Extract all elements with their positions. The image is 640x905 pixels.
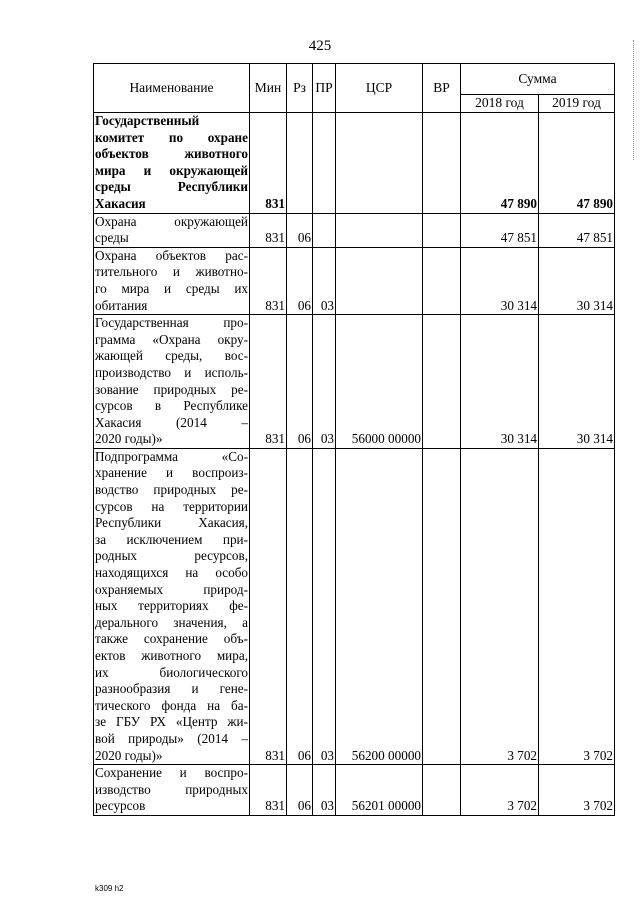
row-csr bbox=[336, 213, 423, 247]
table-row bbox=[94, 247, 615, 314]
page-number: 425 bbox=[308, 38, 332, 54]
row-name bbox=[94, 448, 250, 764]
row-sum-2019: 30 314 bbox=[539, 247, 615, 314]
table-row bbox=[94, 315, 615, 449]
row-min: 831 bbox=[250, 315, 287, 449]
header-sum: Сумма bbox=[461, 64, 615, 95]
row-name-line: сурсов в Республике bbox=[95, 398, 248, 414]
row-name-line: обитания bbox=[95, 297, 148, 313]
row-name-line: Охрана окружающей bbox=[95, 213, 248, 229]
row-name-line: ектов животного мира, bbox=[95, 648, 248, 663]
row-name-line: сурсов на территории bbox=[95, 498, 248, 514]
row-name-line: Охрана объектов рас- bbox=[95, 247, 248, 263]
table-row bbox=[94, 113, 615, 214]
row-name-line: родных ресурсов, bbox=[95, 548, 248, 564]
row-name-line: го мира и среды их bbox=[95, 280, 248, 296]
table-row bbox=[94, 213, 615, 247]
row-sum-2018: 3 702 bbox=[461, 448, 539, 764]
row-pr: 03 bbox=[313, 315, 336, 449]
row-vr bbox=[423, 448, 461, 764]
header-vr: ВР bbox=[423, 64, 461, 113]
header-pr: ПР bbox=[313, 64, 336, 113]
row-csr: 56200 00000 bbox=[336, 448, 423, 764]
row-sum-2019: 47 890 bbox=[539, 113, 615, 214]
table-row bbox=[94, 448, 615, 764]
row-name-line: Сохранение и воспро- bbox=[95, 765, 248, 781]
row-name-line: грамма «Охрана окру- bbox=[95, 331, 248, 347]
row-csr bbox=[336, 247, 423, 314]
row-name bbox=[94, 315, 250, 449]
row-name bbox=[94, 247, 250, 314]
row-csr: 56000 00000 bbox=[336, 315, 423, 449]
row-name-line: 2020 годы)» bbox=[95, 747, 163, 763]
row-pr: 03 bbox=[313, 448, 336, 764]
row-name bbox=[94, 113, 250, 214]
row-min: 831 bbox=[250, 247, 287, 314]
row-name-line: среды bbox=[95, 230, 129, 246]
row-rz bbox=[287, 113, 313, 214]
table-body bbox=[94, 113, 615, 816]
header-year-2018: 2018 год bbox=[461, 95, 539, 113]
row-name-line: Подпрограмма «Со- bbox=[95, 448, 248, 464]
row-rz: 06 bbox=[287, 448, 313, 764]
row-name-line: изводство природных bbox=[95, 781, 248, 797]
row-vr bbox=[423, 213, 461, 247]
row-name-line: Хакасия (2014 – bbox=[95, 414, 248, 430]
row-name-line: объектов животного bbox=[95, 146, 248, 162]
row-name-line: Республики Хакасия, bbox=[95, 515, 248, 531]
header-name: Наименование bbox=[94, 64, 250, 113]
row-name-line: вой природы» (2014 – bbox=[95, 730, 248, 746]
row-name-line: мира и окружающей bbox=[95, 162, 248, 178]
row-name-line: Государственная про- bbox=[95, 315, 248, 331]
row-name-line: за исключением при- bbox=[95, 531, 248, 547]
row-sum-2018: 30 314 bbox=[461, 315, 539, 449]
row-sum-2018: 47 890 bbox=[461, 113, 539, 214]
row-sum-2019: 3 702 bbox=[539, 448, 615, 764]
row-vr bbox=[423, 247, 461, 314]
header-year-2019: 2019 год bbox=[539, 95, 615, 113]
row-vr bbox=[423, 765, 461, 816]
row-name-line: хранение и воспроиз- bbox=[95, 465, 248, 481]
row-pr bbox=[313, 113, 336, 214]
row-name-line: жающей среды, вос- bbox=[95, 348, 248, 364]
row-sum-2019: 47 851 bbox=[539, 213, 615, 247]
row-name-line: также сохранение объ- bbox=[95, 631, 248, 647]
row-rz: 06 bbox=[287, 315, 313, 449]
row-name-line: среды Республики bbox=[95, 179, 248, 195]
row-sum-2018: 3 702 bbox=[461, 765, 539, 816]
row-name-line: зование природных ре- bbox=[95, 381, 248, 397]
footer-code: k309 h2 bbox=[95, 884, 124, 893]
row-name bbox=[94, 213, 250, 247]
row-csr bbox=[336, 113, 423, 214]
row-sum-2019: 30 314 bbox=[539, 315, 615, 449]
margin-scan-mark bbox=[632, 40, 634, 160]
row-pr bbox=[313, 213, 336, 247]
row-name-line: водство природных ре- bbox=[95, 482, 248, 498]
row-sum-2018: 30 314 bbox=[461, 247, 539, 314]
header-csr: ЦСР bbox=[336, 64, 423, 113]
row-min: 831 bbox=[250, 113, 287, 214]
row-name-line: тического фонда на ба- bbox=[95, 697, 248, 713]
row-name-line: 2020 годы)» bbox=[95, 431, 163, 447]
table-row bbox=[94, 765, 615, 816]
row-vr bbox=[423, 315, 461, 449]
row-name-line: их биологического bbox=[95, 664, 248, 680]
row-name-line: производство и исполь- bbox=[95, 364, 248, 380]
row-rz: 06 bbox=[287, 213, 313, 247]
row-name-line: зе ГБУ РХ «Центр жи- bbox=[95, 714, 248, 730]
row-name-line: комитет по охране bbox=[95, 129, 248, 145]
row-sum-2018: 47 851 bbox=[461, 213, 539, 247]
row-rz: 06 bbox=[287, 765, 313, 816]
row-min: 831 bbox=[250, 765, 287, 816]
row-min: 831 bbox=[250, 213, 287, 247]
header-min: Мин bbox=[250, 64, 287, 113]
row-min: 831 bbox=[250, 448, 287, 764]
row-name-line: дерального значения, а bbox=[95, 614, 248, 630]
row-pr: 03 bbox=[313, 765, 336, 816]
header-rz: Рз bbox=[287, 64, 313, 113]
row-name bbox=[94, 765, 250, 816]
row-vr bbox=[423, 113, 461, 214]
row-name-line: разнообразия и гене- bbox=[95, 681, 248, 697]
row-name-line: тительного и животно- bbox=[95, 264, 248, 280]
row-name-line: Государственный bbox=[95, 113, 200, 128]
budget-table bbox=[93, 63, 615, 816]
row-sum-2019: 3 702 bbox=[539, 765, 615, 816]
row-name-line: находящихся на особо bbox=[95, 565, 248, 581]
row-name-line: охраняемых природ- bbox=[95, 581, 248, 597]
row-name-line: Хакасия bbox=[95, 195, 146, 211]
row-name-line: ресурсов bbox=[95, 798, 146, 814]
row-rz: 06 bbox=[287, 247, 313, 314]
row-csr: 56201 00000 bbox=[336, 765, 423, 816]
row-pr: 03 bbox=[313, 247, 336, 314]
row-name-line: ных территориях фе- bbox=[95, 598, 248, 614]
